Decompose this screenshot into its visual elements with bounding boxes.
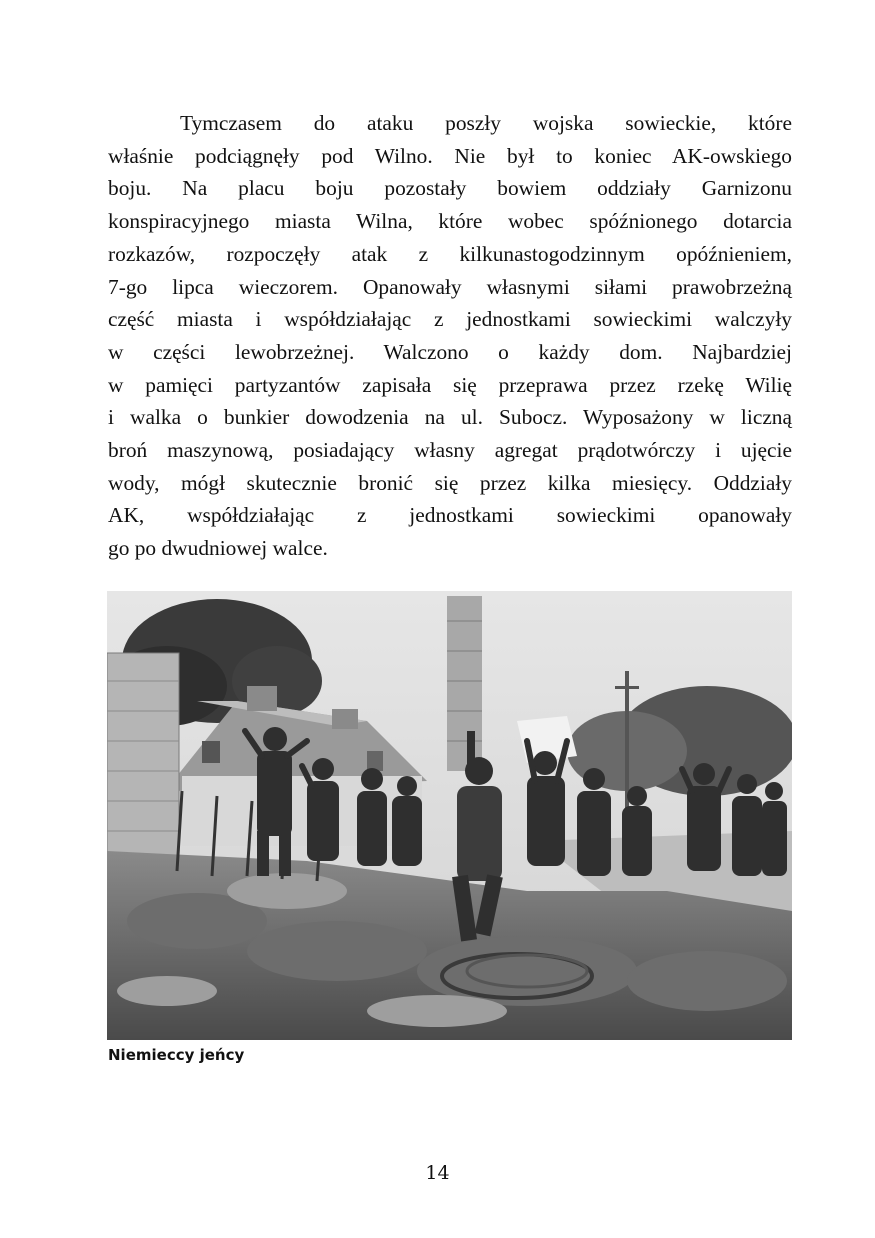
paragraph-line: część miasta i współdziałając z jednostkami sowieckimi walczyły	[108, 307, 792, 332]
paragraph-line: i walka o bunkier dowodzenia na ul. Subocz. Wyposażony w liczną	[108, 405, 792, 430]
paragraph-line: w pamięci partyzantów zapisała się przeprawa przez rzekę Wilię	[108, 372, 792, 397]
body-paragraph	[108, 107, 792, 565]
page-number: 14	[425, 1162, 450, 1184]
photograph	[107, 591, 792, 1040]
paragraph-line: 7-go lipca wieczorem. Opanowały własnymi siłami prawobrzeżną	[108, 274, 792, 299]
paragraph-line: go po dwudniowej walce.	[108, 536, 328, 561]
paragraph-line: boju. Na placu boju pozostały bowiem oddziały Garnizonu	[108, 176, 792, 201]
paragraph-line: konspiracyjnego miasta Wilna, które wobec spóźnionego dotarcia	[108, 209, 792, 234]
paragraph-line: broń maszynową, posiadający własny agregat prądotwórczy i ujęcie	[108, 438, 792, 463]
paragraph-line: AK, współdziałając z jednostkami sowieckimi opanowały	[108, 503, 792, 528]
chimney	[447, 596, 482, 771]
paragraph-line: Tymczasem do ataku poszły wojska sowieckie, które	[180, 111, 792, 135]
paragraph-line: w części lewobrzeżnej. Walczono o każdy dom. Najbardziej	[108, 339, 792, 364]
paragraph-line: właśnie podciągnęły pod Wilno. Nie był to koniec AK-owskiego	[108, 143, 792, 168]
paragraph-line: wody, mógł skutecznie bronić się przez kilka miesięcy. Oddziały	[108, 470, 792, 495]
paragraph-line: rozkazów, rozpoczęły atak z kilkunastogodzinnym opóźnieniem,	[108, 241, 792, 266]
figure-caption: Niemieccy jeńcy	[108, 1046, 245, 1064]
